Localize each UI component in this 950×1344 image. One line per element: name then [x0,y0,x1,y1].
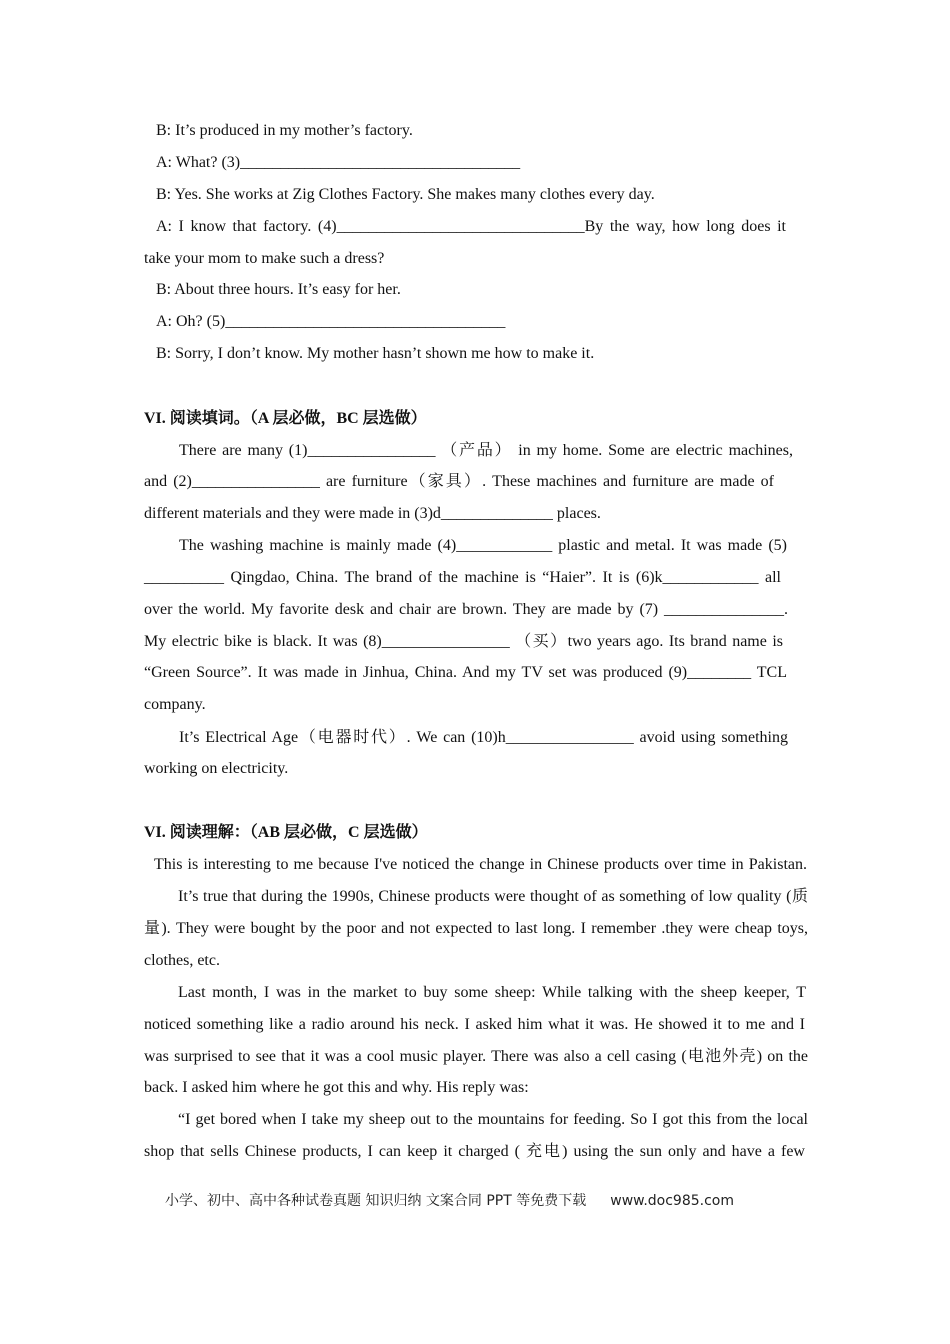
footer-text: 小学、初中、高中各种试卷真题 知识归纳 文案合同 PPT 等免费下载 [165,1193,587,1209]
text-line: company. [144,696,206,713]
section-heading: VI. 阅读填词。（A 层必做，BC 层选做） [144,410,427,427]
text-line: different materials and they were made in (3)d______________ places. [144,505,601,522]
text-line: “Green Source”. It was made in Jinhua, China. And my TV set was produced (9)________ TCL [144,664,787,681]
text-line: It’s Electrical Age（电器时代）. We can (10)h________________ avoid using something [179,729,788,746]
text-line: __________ Qingdao, China. The brand of the machine is “Haier”. It is (6)k____________ all [144,569,781,586]
footer [165,1190,734,1210]
text-line: The washing machine is mainly made (4)____________ plastic and metal. It was made (5) [179,537,787,554]
text-line: clothes, etc. [144,952,220,969]
text-line: take your mom to make such a dress? [144,250,385,267]
text-line: A: I know that factory. (4)_______________________________By the way, how long does it [156,218,786,235]
text-line: shop that sells Chinese products, I can keep it charged ( 充电) using the sun only and have a few [144,1143,805,1160]
text-line: was surprised to see that it was a cool music player. There was also a cell casing (电池外壳) on the [144,1048,808,1065]
footer-url[interactable]: www.doc985.com [610,1193,734,1209]
text-line: working on electricity. [144,760,289,777]
section-heading: VI. 阅读理解：（AB 层必做，C 层选做） [144,824,428,841]
text-line: This is interesting to me because I've noticed the change in Chinese products over time in Pakistan. [154,856,807,873]
text-line: There are many (1)________________ （产品） in my home. Some are electric machines, [179,442,793,459]
text-line: B: Yes. She works at Zig Clothes Factory. She makes many clothes every day. [156,186,655,203]
text-line: B: About three hours. It’s easy for her. [156,281,401,298]
text-line: B: It’s produced in my mother’s factory. [156,122,413,139]
text-line: over the world. My favorite desk and chair are brown. They are made by (7) _______________. [144,601,788,618]
text-line: “I get bored when I take my sheep out to the mountains for feeding. So I got this from the local [178,1111,808,1128]
text-line: back. I asked him where he got this and why. His reply was: [144,1079,529,1096]
text-line: Last month, I was in the market to buy some sheep: While talking with the sheep keeper, T [178,984,806,1001]
text-line: 量). They were bought by the poor and not expected to last long. I remember .they were cheap toys, [144,920,808,937]
text-line: My electric bike is black. It was (8)________________ （买）two years ago. Its brand name is [144,633,783,650]
text-line: B: Sorry, I don’t know. My mother hasn’t shown me how to make it. [156,345,595,362]
text-line: A: Oh? (5)___________________________________ [156,313,506,330]
text-line: noticed something like a radio around his neck. I asked him what it was. He showed it to me and I [144,1016,805,1033]
text-line: It’s true that during the 1990s, Chinese products were thought of as something of low quality (质 [178,888,808,905]
text-line: and (2)________________ are furniture（家具）. These machines and furniture are made of [144,473,774,490]
text-line: A: What? (3)___________________________________ [156,154,521,171]
